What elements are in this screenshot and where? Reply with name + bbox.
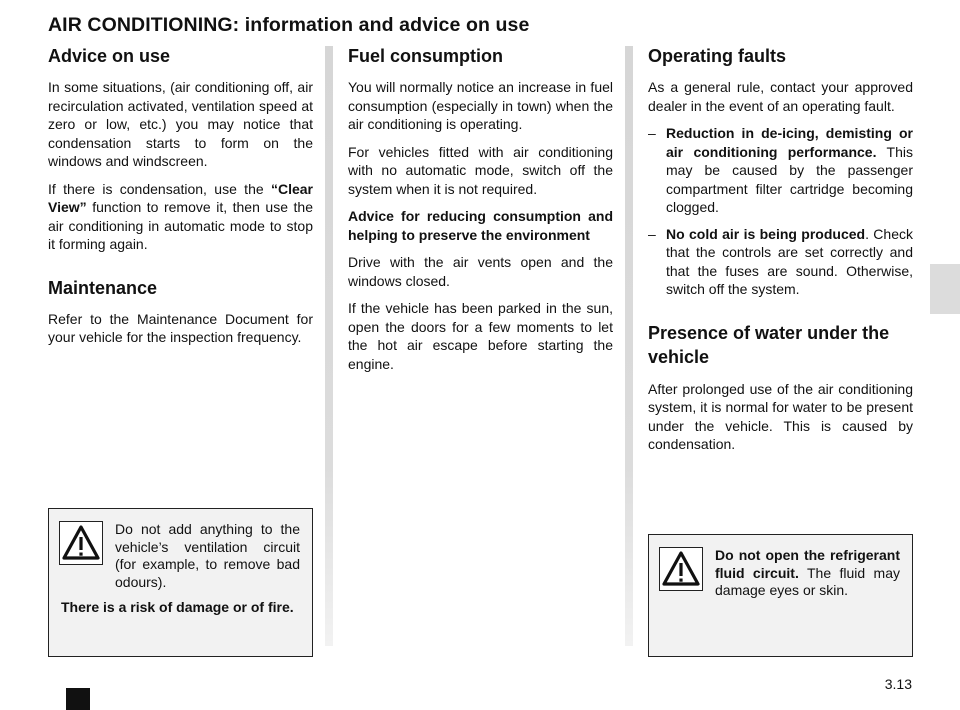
advice-paragraph-1: In some situations, (air conditioning off, air recirculation activated, ventilation speed at zero or low, etc.) you may notice that condensation starts to form on the windows and windscreen. [48, 79, 313, 169]
warning-triangle-icon [59, 521, 103, 565]
fault-1-title: Reduction in de-icing, demisting or air conditioning performance. [666, 125, 913, 160]
water-paragraph: After prolonged use of the air conditioning system, it is normal for water to be present under the vehicle. This is caused by condensation. [648, 380, 913, 452]
page-title: AIR CONDITIONING: information and advice on use [48, 14, 530, 36]
page-number: 3.13 [884, 676, 912, 692]
warning-triangle-icon [659, 547, 703, 591]
advice-p2-post: function to remove it, then use the air conditioning in automatic mode to stop it forming again. [48, 199, 313, 252]
fuel-paragraph-4: Drive with the air vents open and the windows closed. [348, 254, 613, 289]
fault-1-text: This may be caused by the passenger compartment filter cartridge becoming clogged. [666, 143, 913, 215]
column-advice [48, 46, 313, 356]
chapter-tab [930, 264, 960, 314]
advice-p2-pre: If there is condensation, use the [48, 180, 271, 197]
column-divider-left [325, 46, 333, 646]
clear-view-label: “Clear View” [48, 180, 313, 215]
fuel-advice-subheading: Advice for reducing consumption and helping to preserve the environment [348, 208, 613, 243]
fuel-paragraph-1: You will normally notice an increase in fuel consumption (especially in town) when the air conditioning is operating. [348, 79, 613, 132]
column-divider-right [625, 46, 633, 646]
fault-2-text: . Check that the controls are set correctly and that the fuses are sound. Otherwise, switch off the system. [666, 225, 913, 297]
fuel-heading: Fuel consumption [348, 46, 503, 66]
warning-box-ventilation [48, 508, 313, 657]
faults-heading: Operating faults [648, 46, 787, 66]
fuel-paragraph-2: For vehicles fitted with air conditioning with no automatic mode, switch off the system when it is not required. [348, 143, 613, 197]
list-dash: – [648, 125, 656, 141]
column-fuel [348, 46, 613, 382]
fault-2-title: No cold air is being produced [666, 225, 866, 242]
warning-1-text: Do not add anything to the vehicle’s ventilation circuit (for example, to remove bad odours). [115, 521, 300, 590]
faults-paragraph: As a general rule, contact your approved dealer in the event of an operating fault. [648, 79, 913, 114]
corner-mark [66, 688, 90, 710]
advice-heading: Advice on use [48, 46, 171, 66]
maintenance-heading: Maintenance [48, 277, 158, 298]
warning-2-bold: Do not open the refrigerant fluid circuit. [715, 547, 900, 581]
list-dash: – [648, 225, 656, 242]
warning-2-text [715, 547, 900, 600]
warning-box-refrigerant [648, 534, 913, 657]
fault-item-2 [648, 225, 913, 299]
advice-paragraph-2 [48, 180, 313, 254]
fuel-paragraph-5: If the vehicle has been parked in the sun, open the doors for a few moments to let the hot air escape before starting the engine. [348, 300, 613, 372]
warning-1-footer: There is a risk of damage or of fire. [61, 599, 294, 615]
maintenance-paragraph: Refer to the Maintenance Document for your vehicle for the inspection frequency. [48, 310, 313, 345]
warning-2-rest: The fluid may damage eyes or skin. [715, 564, 901, 598]
fault-item-1 [648, 124, 913, 217]
column-faults [648, 46, 913, 463]
water-heading: Presence of water under the vehicle [648, 322, 890, 367]
